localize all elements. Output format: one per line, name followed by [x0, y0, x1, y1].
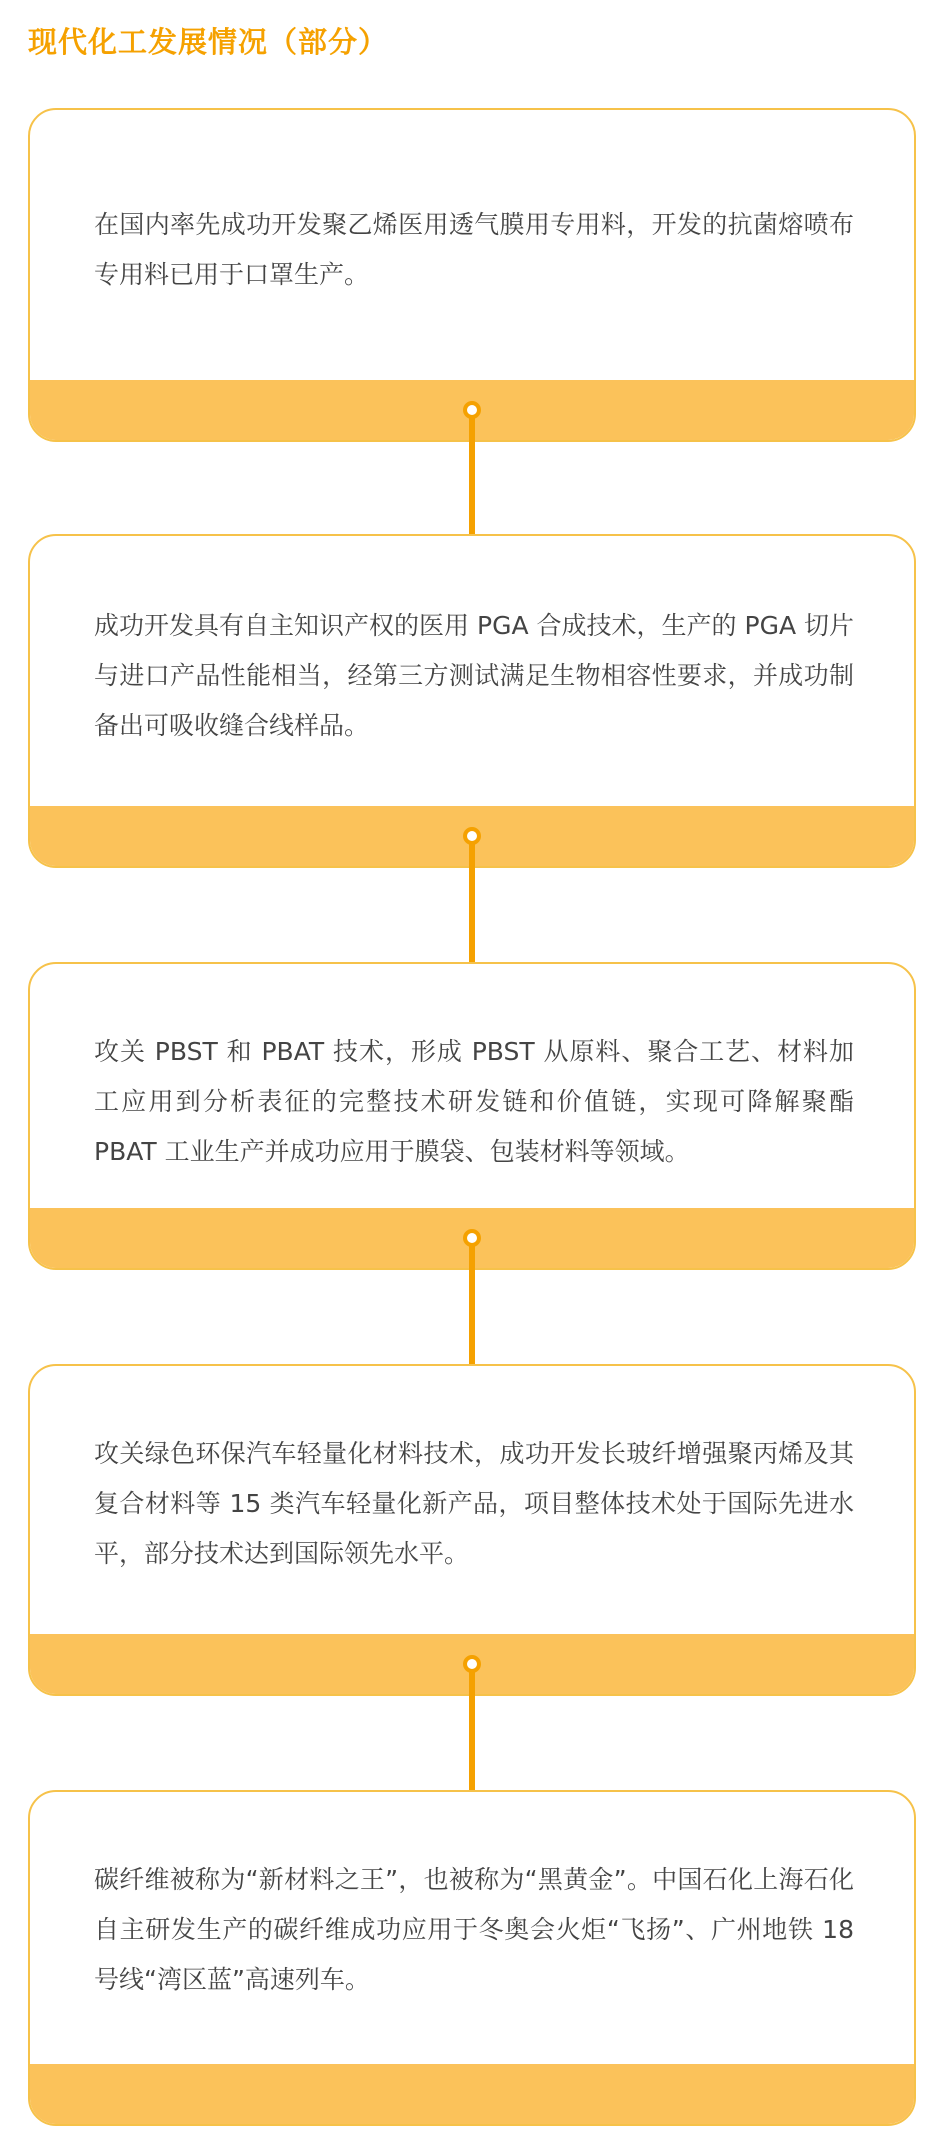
card-footer-5: [30, 2064, 914, 2124]
page-title: 现代化工发展情况（部分）: [28, 25, 389, 59]
timeline-dot-2: [463, 827, 481, 845]
card-text-1: 在国内率先成功开发聚乙烯医用透气膜用专用料，开发的抗菌熔喷布专用料已用于口罩生产。: [94, 210, 854, 289]
info-card-5: [28, 1790, 916, 2126]
timeline-dot-3: [463, 1229, 481, 1247]
info-card-2: [28, 534, 916, 868]
card-text-5: 碳纤维被称为“新材料之王”，也被称为“黑黄金”。中国石化上海石化自主研发生产的碳纤维成功应用于冬奥会火炬“飞扬”、广州地铁 18 号线“湾区蓝”高速列车。: [94, 1865, 854, 1994]
card-text-3: 攻关 PBST 和 PBAT 技术，形成 PBST 从原料、聚合工艺、材料加工应用到分析表征的完整技术研发链和价值链，实现可降解聚酯 PBAT 工业生产并成功应用于膜袋、包装材料等领域。: [94, 1037, 854, 1166]
info-card-4: [28, 1364, 916, 1696]
timeline-dot-1: [463, 401, 481, 419]
card-text-2: 成功开发具有自主知识产权的医用 PGA 合成技术，生产的 PGA 切片与进口产品性能相当，经第三方测试满足生物相容性要求，并成功制备出可吸收缝合线样品。: [94, 611, 854, 740]
timeline-connector-2: [469, 840, 475, 962]
timeline-dot-4: [463, 1655, 481, 1673]
timeline-connector-4: [469, 1668, 475, 1790]
info-card-1: [28, 108, 916, 442]
timeline-connector-1: [469, 414, 475, 534]
info-card-3: [28, 962, 916, 1270]
card-text-4: 攻关绿色环保汽车轻量化材料技术，成功开发长玻纤增强聚丙烯及其复合材料等 15 类汽车轻量化新产品，项目整体技术处于国际先进水平，部分技术达到国际领先水平。: [94, 1439, 854, 1568]
timeline-connector-3: [469, 1242, 475, 1364]
